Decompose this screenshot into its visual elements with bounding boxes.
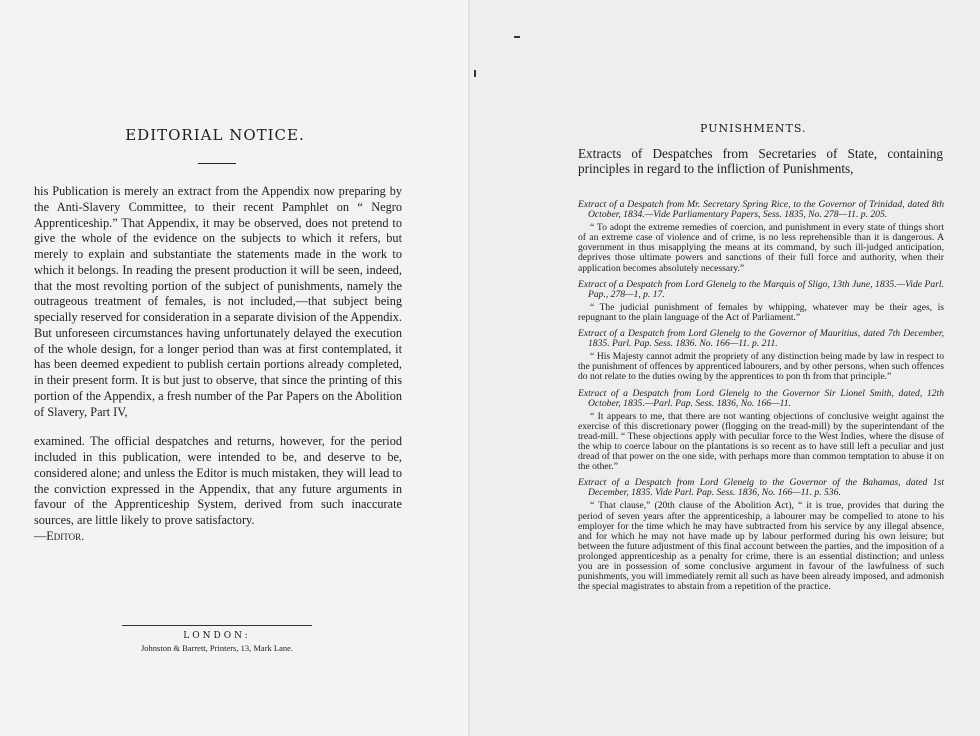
despatch-extracts xyxy=(578,200,944,598)
paragraph-gap xyxy=(34,420,402,434)
ink-speck xyxy=(474,70,476,77)
despatch-entry xyxy=(578,280,944,323)
despatch-quote: “ That clause,” (20th clause of the Abolition Act), “ it is true, provides that during the period of seven years after the apprenticeship, a labourer may be compelled to atone to his employer for the time which he may have subtracted from his service by any illegal absence, and for which he may not have made up by labour performed during his own leisure; but between the future adjustment of this final account between the parties, and the imposition of a prolonged apprenticeship as a penalty for crime, there is an essential distinction; and unless you are in possession of some conclusive argument in favour of the lawfulness of such punishments, you will immediately remit all such as have been already imposed, and admonish the special magistrates to abstain from a repetition of the practice. xyxy=(578,500,944,593)
printer-name: Johnston & Barrett, Printers, 13, Mark Lane. xyxy=(140,643,294,653)
despatch-quote: “ His Majesty cannot admit the propriety of any distinction being made by law in respect to the punishment of offences by apprenticed labourers, and by other persons, when such offences do not relate to the duties owing by the apprentices to pon th from that principle.” xyxy=(578,351,944,383)
despatch-quote: “ The judicial punishment of females by whipping, whatever may be their ages, is repugnant to the plain language of the Act of Parliament.” xyxy=(578,301,944,323)
despatch-entry xyxy=(578,478,944,592)
despatch-reference: Extract of a Despatch from Lord Glenelg to the Governor of the Bahamas, dated 1st December, 1835. Vide Parl. Pap. Sess. 1836, No. 166—11. p. 536. xyxy=(578,477,944,499)
ink-speck xyxy=(514,36,520,38)
despatch-reference: Extract of a Despatch from Mr. Secretary Spring Rice, to the Governor of Trinidad, dated 8th October, 1834.—Vide Parliamentary Papers, Sess. 1835, No. 278—11. p. 205. xyxy=(578,199,944,221)
right-page xyxy=(470,0,980,736)
despatch-quote: “ To adopt the extreme remedies of coercion, and punishment in every state of things short of an extreme case of violence and of crime, is no less reprehensible than it is dangerous. A government in thus misapplying the means at its command, by such ill-judged anticipation, deprives those ultimate powers and sanctions of their full force and authority, when their application becomes absolutely necessary.” xyxy=(578,222,944,274)
despatch-reference: Extract of a Despatch from Lord Glenelg to the Governor of Mauritius, dated 7th December, 1835. Parl. Pap. Sess. 1836. No. 166—11. p. 211. xyxy=(578,328,944,350)
editorial-paragraph-2: examined. The official despatches and returns, however, for the period included in this publication, were intended to be, and deserve to be, considered alone; and unless the Editor is much mistaken, they will lead to the conviction expressed in the Appendix, that any future arguments in favour of the Apprenticeship System, derived from such inaccurate sources, are little likely to prove satisfactory. xyxy=(34,434,402,527)
despatch-entry xyxy=(578,389,944,473)
printer-rule xyxy=(122,625,312,626)
editor-signoff: —Editor. xyxy=(34,528,85,543)
despatch-quote: “ It appears to me, that there are not wanting objections of conclusive weight against the exercise of this discretionary power (flogging on the tread-mill) by the superintendant of the tread-mill. “ These objections apply with peculiar force to the West Indies, where the disuse of the whip to coerce labour on the plantations is so recent as to have still left a peculiar and just dread of that power on the one side, with perhaps more than common temptation to abuse it on the other.” xyxy=(578,410,944,473)
despatch-entry xyxy=(578,200,944,274)
editorial-body xyxy=(34,184,402,545)
despatch-reference: Extract of a Despatch from Lord Glenelg to the Governor Sir Lionel Smith, dated, 12th October, 1835.—Parl. Pap. Sess. 1836, No. 166—11. xyxy=(578,387,944,409)
despatch-reference: Extract of a Despatch from Lord Glenelg to the Marquis of Sligo, 13th June, 1835.—Vide Parl. Pap., 278—1, p. 17. xyxy=(578,278,944,300)
title-divider xyxy=(198,163,236,164)
extracts-heading: Extracts of Despatches from Secretaries of State, containing principles in regard to the infliction of Punishments, xyxy=(578,146,943,176)
editorial-paragraph-1: his Publication is merely an extract from the Appendix now preparing by the Anti-Slavery Committee, to their recent Pamphlet on “ Negro Apprenticeship.” That Appendix, it may be observed, does not pretend to give the whole of the evidence on the subjects to which it refers, but merely to explain and substantiate the statements made in the work to which it belongs. In reading the present production it will be seen, indeed, that the most revolting portion of the subject of punishments, namely the outrageous treatment of females, is not included,—that subject being specially reserved for consideration in a separate division of the Appendix. But unforeseen circumstances having unfortunately delayed the execution of the whole design, for a longer period than was at first contemplated, it has been deemed expedient to publish certain portions already completed, in their present form. It is but just to observe, that since the printing of this portion of the Appendix, a fresh number of the Par Papers on the Abolition of Slavery, Part IV, xyxy=(34,184,402,419)
editorial-notice-title: EDITORIAL NOTICE. xyxy=(125,126,305,144)
printer-city: LONDON: xyxy=(183,631,251,641)
left-page xyxy=(0,0,470,736)
despatch-entry xyxy=(578,329,944,382)
punishments-title: PUNISHMENTS. xyxy=(700,122,807,135)
